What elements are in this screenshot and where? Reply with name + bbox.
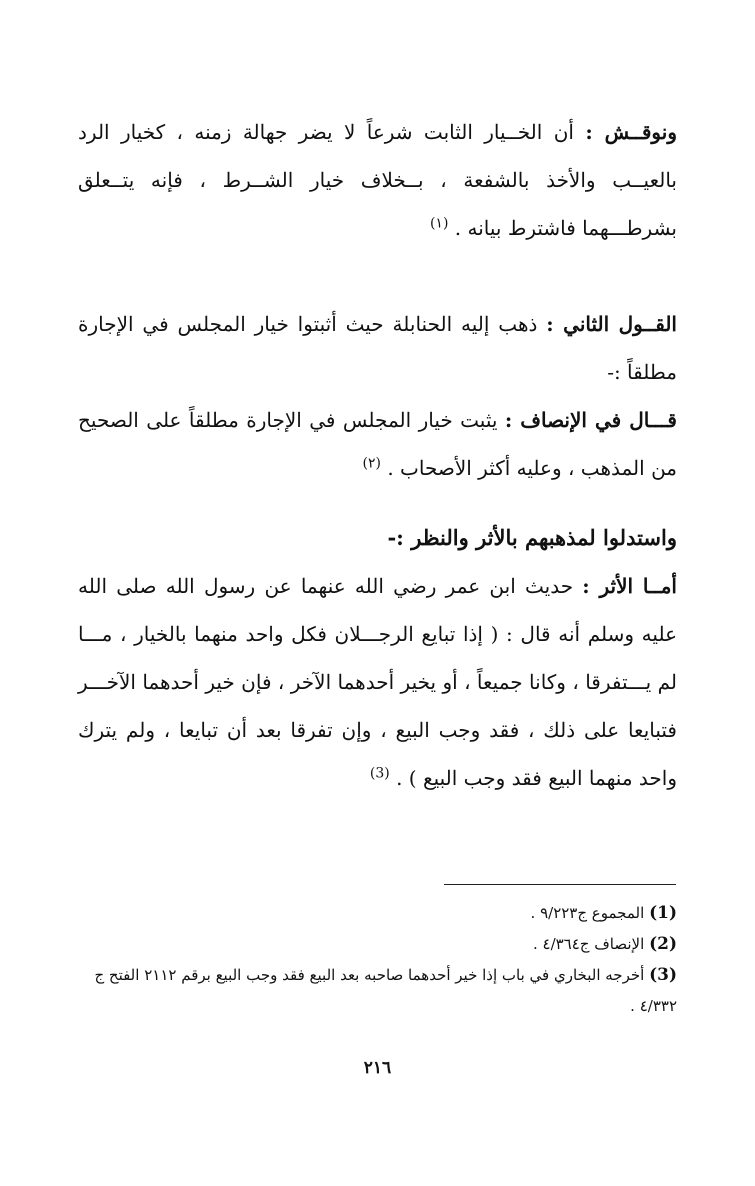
footnote-divider (444, 884, 676, 885)
footnote-ref-2: (٢) (362, 455, 381, 472)
objection-paragraph (78, 108, 677, 252)
athar-lead: أمــا الأثر : (582, 574, 677, 598)
second-opinion-text: ذهب إليه الحنابلة حيث أثبتوا خيار المجلس في الإجارة مطلقاً :- (78, 312, 677, 384)
insaf-lead: قـــال في الإنصاف : (504, 408, 677, 432)
footnotes (78, 898, 677, 1022)
footnote-number: (3) (649, 965, 677, 985)
footnote-number: (1) (649, 903, 677, 923)
footnote-item (78, 929, 677, 960)
second-opinion-paragraph (78, 300, 677, 396)
footnote-item (78, 898, 677, 929)
athar-text: حديث ابن عمر رضي الله عنهما عن رسول الله صلى الله عليه وسلم أنه قال : ( إذا تبايع الرجـــلان فكل واحد منهما بالخيار ، مـــا لم يـــتفرقا ، وكانا جميعاً ، أو يخير أحدهما الآخر ، فإن خير أحدهما الآخـــر فتبايعا على ذلك ، فقد وجب البيع ، وإن تفرقا بعد أن تبايعا ، ولم يترك واحد منهما البيع فقد وجب البيع ) . (78, 574, 677, 790)
footnote-item (78, 960, 677, 1022)
insaf-text: يثبت خيار المجلس في الإجارة مطلقاً على الصحيح من المذهب ، وعليه أكثر الأصحاب . (78, 408, 677, 480)
objection-lead: ونوقــش : (585, 120, 677, 144)
second-opinion-lead: القــول الثاني : (546, 312, 677, 336)
footnote-ref-1: (١) (429, 215, 449, 232)
footnote-text: أخرجه البخاري في باب إذا خير أحدهما صاحبه بعد البيع فقد وجب البيع برقم ٢١١٢ الفتح ج ٤/٣٣٢ . (94, 966, 677, 1015)
main-text (78, 108, 677, 802)
page-number: ٢١٦ (363, 1058, 392, 1078)
insaf-paragraph (78, 396, 677, 492)
athar-paragraph (78, 562, 677, 802)
objection-text: أن الخــيار الثابت شرعاً لا يضر جهالة زمنه ، كخيار الرد بالعيــب والأخذ بالشفعة ، بــخلاف خيار الشــرط ، فإنه يتــعلق بشرطـــهما فاشترط بيانه . (78, 120, 677, 240)
section-heading: واستدلوا لمذهبهم بالأثر والنظر :- (387, 525, 677, 550)
footnote-number: (2) (649, 934, 677, 954)
footnote-ref-3: (3) (369, 765, 390, 782)
footnote-text: المجموع ج٩/٢٢٣ . (530, 904, 645, 922)
footnote-text: الإنصاف ج٤/٣٦٤ . (532, 935, 645, 953)
